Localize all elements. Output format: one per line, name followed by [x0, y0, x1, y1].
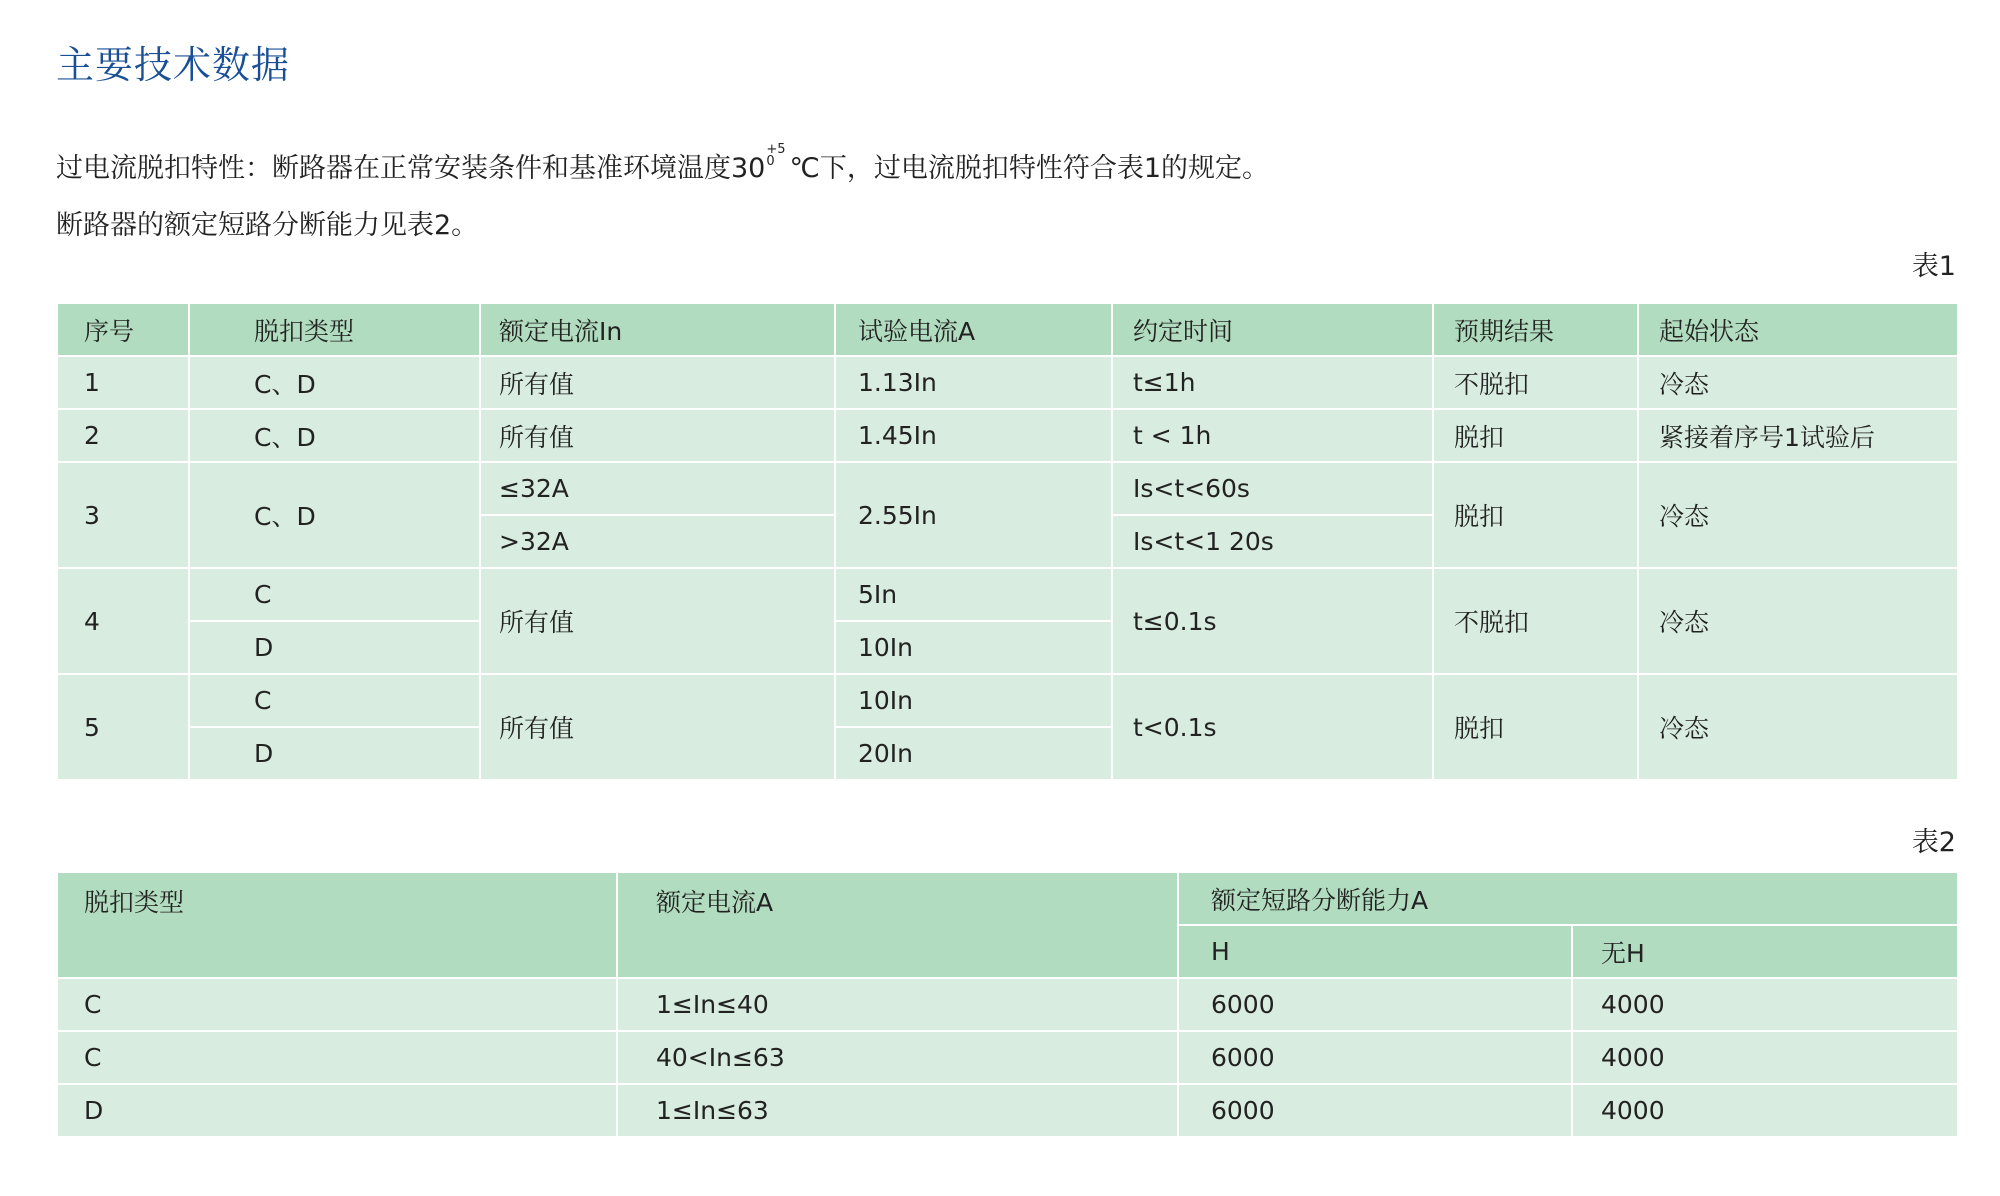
header-test-current: 试验电流A	[835, 303, 1112, 356]
row-no: 4	[57, 568, 189, 674]
intro-line-2: 断路器的额定短路分断能力见表2。	[56, 210, 479, 241]
trip-type: C	[189, 568, 480, 621]
breaking-capacity-table	[56, 871, 1959, 1138]
header-h: H	[1178, 925, 1572, 978]
table1-caption: 表1	[1911, 251, 1956, 282]
test-current: 10In	[835, 621, 1112, 674]
initial-state: 紧接着序号1试验后	[1638, 409, 1958, 462]
capacity-h: 6000	[1178, 1031, 1572, 1084]
trip-type: C	[57, 1031, 617, 1084]
rated-current: >32A	[480, 515, 835, 568]
trip-type: D	[57, 1084, 617, 1137]
header-no: 序号	[57, 303, 189, 356]
conventional-time: t≤1h	[1112, 356, 1433, 409]
tolerance-lower: 0	[766, 154, 775, 169]
rated-current: ≤32A	[480, 462, 835, 515]
initial-state: 冷态	[1638, 674, 1958, 780]
row-no: 2	[57, 409, 189, 462]
expected-result: 脱扣	[1433, 409, 1638, 462]
test-current: 5In	[835, 568, 1112, 621]
header-rated-current: 额定电流A	[617, 872, 1178, 978]
table-row	[57, 462, 1958, 515]
rated-current: 1≤In≤40	[617, 978, 1178, 1031]
trip-type: D	[189, 727, 480, 780]
trip-type: C	[57, 978, 617, 1031]
conventional-time: Is<t<1 20s	[1112, 515, 1433, 568]
header-trip-type: 脱扣类型	[57, 872, 617, 978]
capacity-no-h: 4000	[1572, 1031, 1958, 1084]
table2-caption: 表2	[1911, 827, 1956, 858]
table-row	[57, 1031, 1958, 1084]
rated-current: 所有值	[480, 568, 835, 674]
rated-current: 40<In≤63	[617, 1031, 1178, 1084]
capacity-no-h: 4000	[1572, 978, 1958, 1031]
header-rated-current: 额定电流In	[480, 303, 835, 356]
table-row	[57, 674, 1958, 727]
table-row	[57, 356, 1958, 409]
expected-result: 不脱扣	[1433, 568, 1638, 674]
table-row	[57, 1084, 1958, 1137]
rated-current: 1≤In≤63	[617, 1084, 1178, 1137]
trip-characteristics-table	[56, 302, 1959, 781]
conventional-time: t < 1h	[1112, 409, 1433, 462]
trip-type: D	[189, 621, 480, 674]
table1-header-row	[57, 303, 1958, 356]
capacity-h: 6000	[1178, 1084, 1572, 1137]
expected-result: 脱扣	[1433, 462, 1638, 568]
row-no: 1	[57, 356, 189, 409]
header-expected-result: 预期结果	[1433, 303, 1638, 356]
rated-current: 所有值	[480, 674, 835, 780]
intro-line-1	[56, 142, 1270, 185]
initial-state: 冷态	[1638, 356, 1958, 409]
test-current: 1.45In	[835, 409, 1112, 462]
expected-result: 不脱扣	[1433, 356, 1638, 409]
initial-state: 冷态	[1638, 568, 1958, 674]
table-row	[57, 978, 1958, 1031]
intro-line-1-before: 过电流脱扣特性：断路器在正常安装条件和基准环境温度30	[56, 153, 766, 184]
trip-type: C、D	[189, 462, 480, 568]
test-current: 20In	[835, 727, 1112, 780]
table2-header-row	[57, 872, 1958, 925]
header-trip-type: 脱扣类型	[189, 303, 480, 356]
conventional-time: t≤0.1s	[1112, 568, 1433, 674]
trip-type: C	[189, 674, 480, 727]
test-current: 2.55In	[835, 462, 1112, 568]
row-no: 3	[57, 462, 189, 568]
conventional-time: t<0.1s	[1112, 674, 1433, 780]
header-conventional-time: 约定时间	[1112, 303, 1433, 356]
initial-state: 冷态	[1638, 462, 1958, 568]
expected-result: 脱扣	[1433, 674, 1638, 780]
capacity-no-h: 4000	[1572, 1084, 1958, 1137]
rated-current: 所有值	[480, 356, 835, 409]
test-current: 1.13In	[835, 356, 1112, 409]
tolerance-upper: +5	[766, 142, 786, 157]
trip-type: C、D	[189, 409, 480, 462]
temperature-tolerance	[766, 144, 785, 168]
capacity-h: 6000	[1178, 978, 1572, 1031]
rated-current: 所有值	[480, 409, 835, 462]
row-no: 5	[57, 674, 189, 780]
page-title: 主要技术数据	[56, 43, 291, 87]
header-breaking-capacity: 额定短路分断能力A	[1178, 872, 1958, 925]
intro-line-1-after: ℃下，过电流脱扣特性符合表1的规定。	[789, 153, 1270, 184]
table-row	[57, 409, 1958, 462]
test-current: 10In	[835, 674, 1112, 727]
table-row	[57, 568, 1958, 621]
header-no-h: 无H	[1572, 925, 1958, 978]
trip-type: C、D	[189, 356, 480, 409]
header-initial-state: 起始状态	[1638, 303, 1958, 356]
conventional-time: Is<t<60s	[1112, 462, 1433, 515]
